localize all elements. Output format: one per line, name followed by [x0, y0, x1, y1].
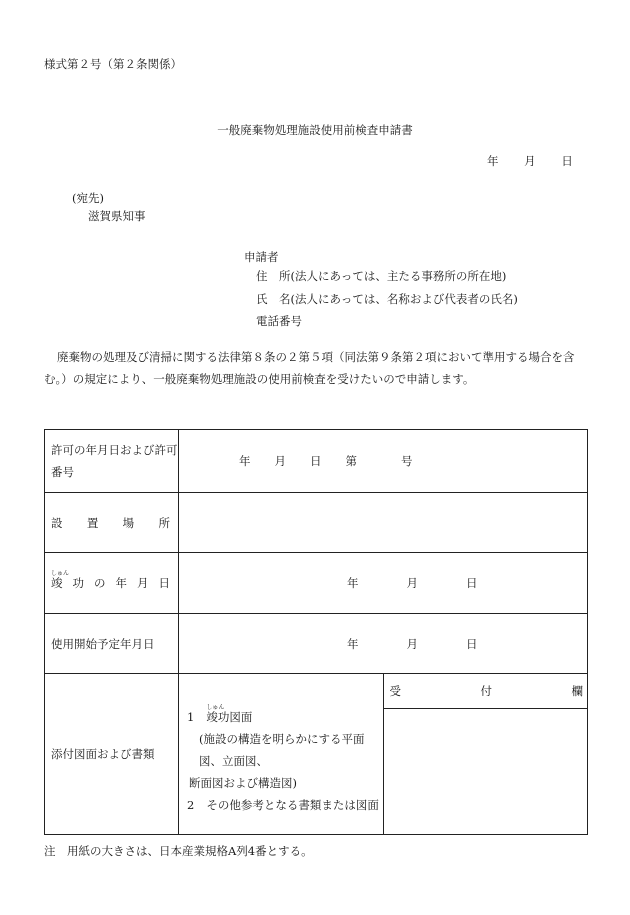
permit-day: 日 [310, 454, 322, 468]
application-form-table [44, 429, 588, 835]
date-month: 月 [524, 154, 536, 168]
location-label-char: 置 [86, 515, 99, 530]
permit-value [179, 453, 587, 469]
completion-label-char: 年 [115, 576, 127, 590]
form-number: 様式第２号（第２条関係） [44, 57, 182, 71]
completion-month: 月 [406, 576, 418, 590]
table-row-completion [45, 553, 588, 614]
attachment-item-2-number: 2 [187, 798, 195, 812]
attachment-item-1-ruby: しゅん [206, 704, 225, 711]
table-row-permit [45, 430, 588, 493]
application-statement: 廃棄物の処理及び清掃に関する法律第８条の２第５項（同法第９条第２項において準用する場合を含む。）の規定により、一般廃棄物処理施設の使用前検査を受けたいので申請します。 [44, 350, 575, 386]
completion-label-char: の [94, 576, 106, 590]
location-value-cell[interactable] [179, 493, 588, 553]
completion-value [179, 575, 587, 591]
table-row-attachments [45, 674, 588, 835]
location-label-char: 設 [51, 515, 63, 530]
completion-year: 年 [347, 576, 359, 590]
permit-year: 年 [239, 454, 251, 468]
location-label-char: 所 [158, 515, 170, 530]
applicant-address-line [256, 268, 506, 284]
reception-label-char: 欄 [571, 684, 583, 698]
attachments-list-cell [179, 674, 384, 835]
permit-month: 月 [274, 454, 286, 468]
location-label-char: 場 [122, 515, 135, 530]
start-day: 日 [466, 636, 478, 651]
attachment-item-1-detail-1: (施設の構造を明らかにする平面図、立面図、 [199, 732, 365, 768]
location-label [45, 493, 179, 553]
reception-header [384, 674, 588, 709]
applicant-phone-label: 電話番号 [256, 314, 302, 328]
attachment-item-1-rest: 功図面 [217, 710, 253, 724]
completion-label-char [51, 570, 70, 594]
name-note: (法人にあっては、名称および代表者の氏名) [290, 292, 518, 306]
start-year: 年 [347, 636, 359, 651]
address-note: (法人にあっては、主たる事務所の所在地) [290, 269, 507, 283]
start-date-value-cell[interactable] [179, 614, 588, 674]
reception-label-char: 受 [389, 684, 401, 698]
application-date [487, 153, 573, 169]
permit-value-cell[interactable] [179, 430, 588, 493]
applicant-heading: 申請者 [244, 250, 279, 264]
table-row-start-date [45, 614, 588, 674]
start-date-label: 使用開始予定年月日 [45, 614, 179, 674]
table-row-location [45, 493, 588, 553]
start-month: 月 [406, 636, 418, 651]
address-label: 住 所 [256, 269, 291, 283]
attachment-item-1-detail-2: 断面図および構造図) [189, 776, 297, 790]
attachments-label: 添付図面および書類 [45, 674, 179, 835]
attachment-item-2-text: その他参考となる書類または図面 [206, 798, 379, 812]
attachment-item-1-ruby-char [206, 704, 225, 728]
permit-label: 許可の年月日および許可番号 [45, 430, 179, 493]
completion-label-char: 功 [72, 576, 84, 590]
permit-number-prefix: 第 [345, 454, 357, 468]
reception-cell [383, 674, 588, 835]
completion-label [45, 553, 179, 614]
reception-stamp-area[interactable] [384, 709, 588, 834]
attachment-item-2 [187, 794, 383, 816]
completion-day: 日 [466, 576, 478, 590]
attachment-item-1-number: 1 [187, 710, 195, 724]
start-date-value [179, 636, 587, 652]
addressee-label: (宛先) [72, 191, 104, 205]
document-title: 一般廃棄物処理施設使用前検査申請書 [217, 123, 413, 137]
permit-number-suffix: 号 [401, 454, 413, 468]
name-label: 氏 名 [256, 292, 291, 306]
reception-label-char: 付 [480, 684, 492, 698]
attachment-item-1-first: 竣 [206, 710, 218, 724]
completion-label-first: 竣 [51, 576, 63, 590]
date-day: 日 [561, 154, 573, 168]
completion-ruby: しゅん [51, 570, 70, 577]
footer-note: 注 用紙の大きさは、日本産業規格A列4番とする。 [44, 844, 313, 858]
applicant-name-line [256, 291, 518, 307]
completion-label-char: 日 [158, 576, 170, 590]
attachment-item-1 [187, 706, 383, 728]
completion-label-char: 月 [137, 576, 149, 590]
addressee-name: 滋賀県知事 [88, 209, 146, 223]
attachments-list [179, 706, 383, 816]
date-year: 年 [487, 154, 499, 168]
completion-value-cell[interactable] [179, 553, 588, 614]
